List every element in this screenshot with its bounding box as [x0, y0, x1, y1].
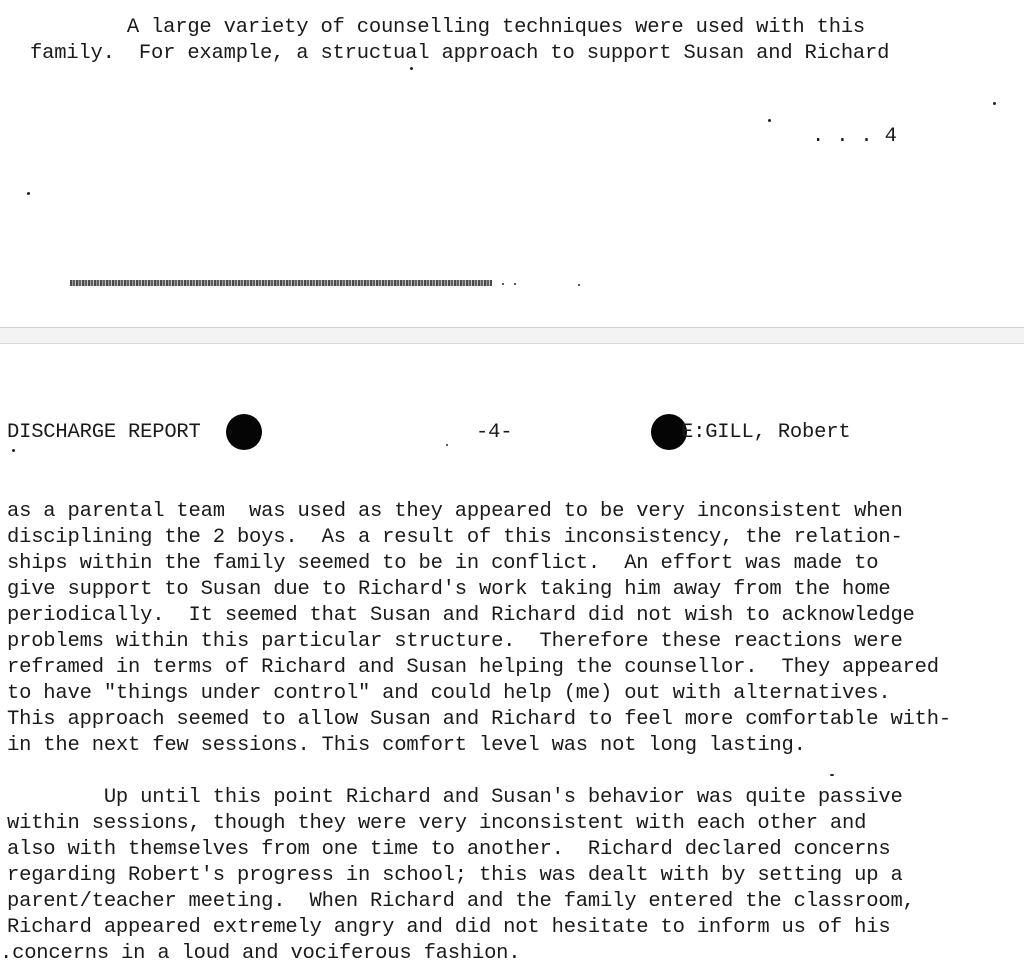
- paragraph-line: within sessions, though they were very inconsistent with each other and: [7, 812, 867, 835]
- report-title: DISCHARGE REPORT: [7, 421, 201, 444]
- scan-speck: [578, 284, 580, 286]
- top-page-fragment: [0, 0, 1024, 328]
- paragraph-line: problems within this particular structure. Therefore these reactions were: [7, 630, 903, 653]
- paragraph-line: This approach seemed to allow Susan and Richard to feel more comfortable with-: [7, 708, 951, 731]
- paragraph-line: as a parental team was used as they appeared to be very inconsistent when: [7, 500, 903, 523]
- paragraph-line: Up until this point Richard and Susan's behavior was quite passive: [7, 786, 903, 809]
- paragraph-line: parent/teacher meeting. When Richard and the family entered the classroom,: [7, 890, 915, 913]
- page-4: [0, 342, 1024, 973]
- paragraph-line: periodically. It seemed that Susan and Richard did not wish to acknowledge: [7, 604, 915, 627]
- paragraph-line: A large variety of counselling techniques were used with this: [30, 16, 866, 39]
- scan-speck: [514, 283, 516, 285]
- paragraph-line: regarding Robert's progress in school; this was dealt with by setting up a: [7, 864, 903, 887]
- page-number: -4-: [476, 421, 513, 444]
- paragraph-line: to have "things under control" and could help (me) out with alternatives.: [7, 682, 891, 705]
- scan-speck: [446, 444, 448, 446]
- scanned-text-remnant: [70, 280, 492, 286]
- paragraph-line: in the next few sessions. This comfort level was not long lasting.: [7, 734, 806, 757]
- scan-speck: [410, 67, 413, 70]
- scan-speck: [12, 449, 15, 452]
- continuation-marker: . . . 4: [812, 125, 897, 148]
- paragraph-line: family. For example, a structual approach to support Susan and Richard: [30, 42, 890, 65]
- paragraph-line: also with themselves from one time to another. Richard declared concerns: [7, 838, 891, 861]
- paragraph-line: reframed in terms of Richard and Susan helping the counsellor. They appeared: [7, 656, 939, 679]
- redaction-blot: [226, 414, 262, 450]
- scan-speck: [993, 102, 996, 105]
- paragraph-line: give support to Susan due to Richard's work taking him away from the home: [7, 578, 891, 601]
- paragraph-line: disciplining the 2 boys. As a result of this inconsistency, the relation-: [7, 526, 903, 549]
- scan-speck: [830, 774, 834, 776]
- scan-speck: [768, 119, 771, 122]
- paragraph-line: Richard appeared extremely angry and did not hesitate to inform us of his: [7, 916, 891, 939]
- client-name: E:GILL, Robert: [681, 421, 851, 444]
- paragraph-line: .concerns in a loud and vociferous fashion.: [0, 942, 521, 965]
- scan-speck: [27, 192, 30, 195]
- paragraph-line: ships within the family seemed to be in conflict. An effort was made to: [7, 552, 879, 575]
- scan-speck: [502, 283, 504, 285]
